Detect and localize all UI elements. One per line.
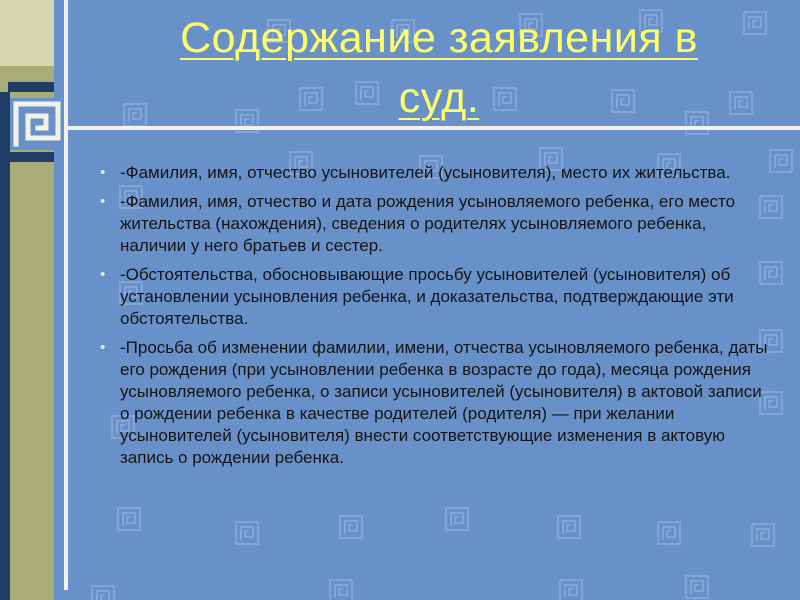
title-line-2: суд. xyxy=(398,74,480,122)
content-list xyxy=(100,162,770,476)
bullet-icon: • xyxy=(100,339,106,356)
list-item-text: -Обстоятельства, обосновывающие просьбу усыновителей (усыновителя) об установлении усыновления ребенка, и доказательства, подтверждающие эти обстоятельства. xyxy=(120,265,734,328)
greek-key-pattern-icon xyxy=(752,524,774,546)
left-band-light xyxy=(0,0,54,66)
greek-key-pattern-icon xyxy=(330,580,352,600)
bullet-icon: • xyxy=(100,164,106,181)
list-item-text: -Фамилия, имя, отчество усыновителей (усыновителя), место их жительства. xyxy=(120,163,731,182)
greek-key-icon xyxy=(10,98,66,150)
list-item-text: -Фамилия, имя, отчество и дата рождения усыновляемого ребенка, его место жительства (нахождения), сведения о родителях усыновляемого ребенка, наличии у него братьев и сестер. xyxy=(120,192,736,255)
left-band-stripe-top xyxy=(8,82,54,92)
left-band-stripe-bottom xyxy=(8,152,54,162)
list-item xyxy=(100,337,770,469)
greek-key-pattern-icon xyxy=(658,522,680,544)
greek-key-pattern-icon xyxy=(92,586,114,600)
greek-key-pattern-icon xyxy=(236,522,258,544)
greek-key-pattern-icon xyxy=(560,580,582,600)
vertical-divider xyxy=(64,0,68,590)
greek-key-pattern-icon xyxy=(118,508,140,530)
list-item-text: -Просьба об изменении фамилии, имени, отчества усыновляемого ребенка, даты его рождения (при усыновлении ребенка в возрасте до года), месяца рождения усыновляемого ребенка, о записи усыновителей (усыновителя) в актовой записи о рождении ребенка в качестве родителей (родителя) — при желании усыновителей (усыновителя) внести соответствующие изменения в актовую запись о рождении ребенка. xyxy=(120,338,768,467)
list-item xyxy=(100,162,770,184)
greek-key-pattern-icon xyxy=(686,576,708,598)
greek-key-pattern-icon xyxy=(770,150,792,172)
greek-key-pattern-icon xyxy=(558,516,580,538)
greek-key-pattern-icon xyxy=(446,508,468,530)
left-band-dark xyxy=(0,92,10,600)
list-item xyxy=(100,191,770,257)
greek-key-pattern-icon xyxy=(340,516,362,538)
slide-title xyxy=(104,8,774,128)
bullet-icon: • xyxy=(100,266,106,283)
title-line-1: Содержание заявления в xyxy=(180,14,698,62)
bullet-icon: • xyxy=(100,193,106,210)
list-item xyxy=(100,264,770,330)
